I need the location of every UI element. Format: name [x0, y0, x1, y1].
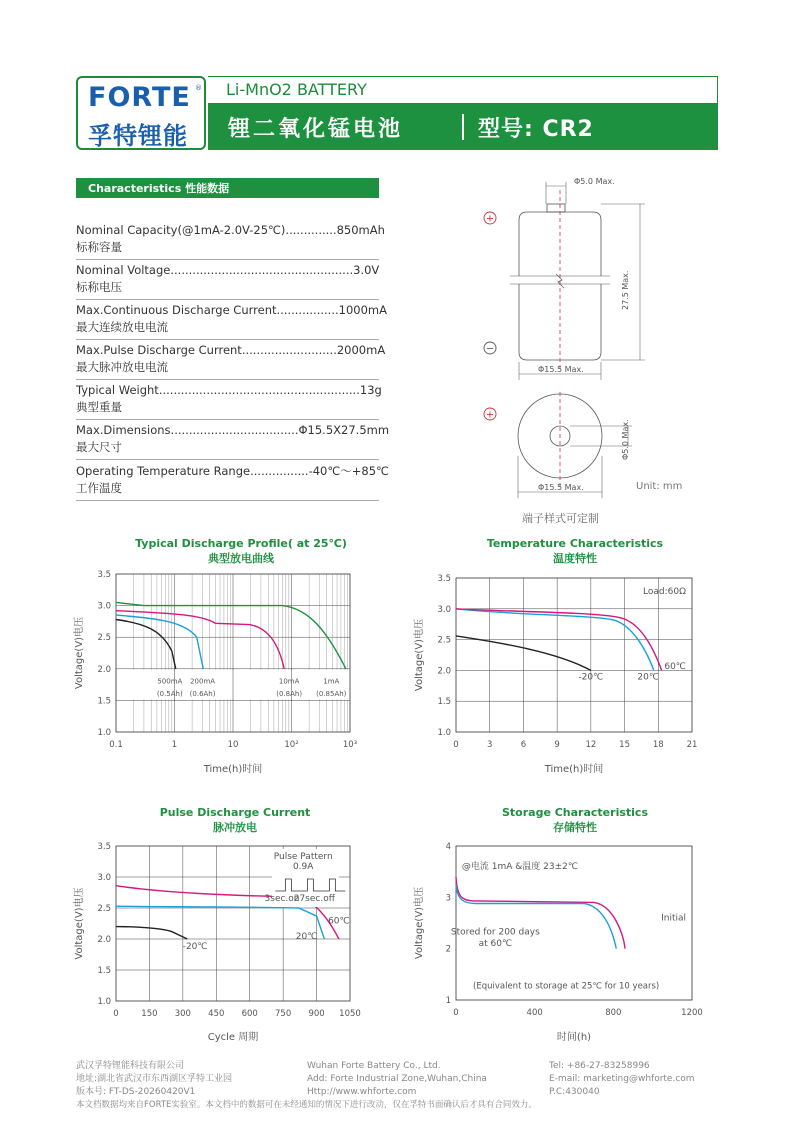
characteristic-row: [76, 382, 382, 420]
footer-contact: [549, 1060, 695, 1099]
discharge-chart: [70, 566, 370, 781]
discharge-annotation-current: 200mA: [190, 677, 216, 686]
x-tick-label: 900: [308, 1009, 325, 1019]
y-tick-label: 3: [445, 893, 451, 904]
characteristic-row: [76, 342, 386, 380]
x-tick-label: 750: [275, 1009, 292, 1019]
x-tick-label: 800: [605, 1008, 622, 1018]
plus-sign: +: [485, 409, 495, 421]
header-title-bar: [208, 104, 718, 150]
y-axis-label: Voltage(V)电压: [74, 887, 85, 960]
x-axis-label: 时间(h): [556, 1032, 592, 1043]
x-tick-label: 6: [520, 740, 527, 750]
characteristic-row: [76, 302, 387, 340]
series-line: [116, 611, 284, 669]
y-tick-label: 2.0: [97, 664, 111, 675]
series-line: [116, 620, 176, 669]
y-tick-label: 3.5: [437, 574, 451, 584]
discharge-title-cn: 典型放电曲线: [208, 552, 274, 565]
x-tick-label: 600: [241, 1009, 258, 1019]
plus-sign: +: [485, 213, 495, 225]
series-line: [116, 927, 187, 939]
footer-address-cn: 地址:湖北省武汉市东西湖区孚特工业园: [76, 1074, 233, 1084]
footer-company-name-cn: 武汉孚特锂能科技有限公司: [76, 1061, 185, 1071]
product-title-cn: 锂二氧化锰电池: [228, 117, 404, 142]
characteristic-label-en: Nominal Voltage..................................................3.0V: [76, 263, 380, 277]
storage-stored-label-2: at 60℃: [478, 939, 513, 950]
y-tick-label: 2.5: [97, 633, 111, 644]
characteristic-row: [76, 222, 385, 260]
y-tick-label: 3.0: [437, 604, 451, 615]
pulse-label-minus20: -20℃: [182, 942, 208, 952]
header-subtitle-box: [208, 76, 718, 104]
pulse-pattern-title: Pulse Pattern: [273, 852, 333, 862]
discharge-annotation-capacity: (0.85Ah): [316, 690, 347, 699]
x-axis-label: Time(h)时间: [203, 764, 263, 775]
storage-title-en: Storage Characteristics: [501, 806, 648, 819]
discharge-annotation-current: 10mA: [278, 677, 300, 686]
temperature-title-cn: 温度特性: [553, 552, 597, 565]
discharge-annotation-current: 500mA: [157, 677, 183, 686]
characteristic-label-cn: 典型重量: [76, 400, 122, 414]
y-tick-label: 4: [445, 842, 451, 852]
logo-text-en: FORTE: [88, 82, 191, 113]
x-tick-label: 400: [526, 1008, 543, 1018]
y-tick-label: 2: [445, 944, 451, 955]
x-tick-label: 12: [585, 740, 597, 750]
discharge-chart-title: [76, 537, 406, 566]
characteristic-label-cn: 标称电压: [76, 280, 122, 294]
discharge-annotation-capacity: (0.8Ah): [276, 690, 303, 699]
x-tick-label: 10³: [342, 740, 358, 750]
x-tick-label: 9: [554, 740, 560, 750]
registered-mark: ®: [195, 84, 202, 92]
product-model: 型号: CR2: [478, 117, 594, 142]
terminal-diameter-label: Φ5.0 Max.: [621, 419, 630, 460]
pulse-on-label: 3sec.on: [264, 894, 300, 904]
discharge-annotation-capacity: (0.5Ah): [156, 690, 183, 699]
y-tick-label: 1.0: [437, 728, 451, 738]
characteristic-label-cn: 工作温度: [76, 481, 122, 495]
pulse-title-en: Pulse Discharge Current: [159, 806, 311, 819]
storage-initial-label: Initial: [661, 913, 686, 924]
temperature-chart-title: [445, 537, 705, 566]
x-tick-label: 0.1: [109, 740, 123, 750]
temperature-chart: [410, 566, 710, 781]
end-diameter-label: Φ15.5 Max.: [538, 483, 584, 492]
y-tick-label: 1.0: [97, 997, 111, 1007]
x-tick-label: 18: [652, 740, 664, 750]
storage-stored-label: Stored for 200 days: [450, 927, 540, 938]
pulse-pattern-current: 0.9A: [292, 862, 314, 872]
x-tick-label: 1200: [681, 1008, 703, 1018]
title-separator: [462, 114, 464, 140]
storage-title-cn: 存储特性: [553, 821, 597, 834]
storage-equivalent-note: (Equivalent to storage at 25℃ for 10 years): [473, 981, 660, 992]
footer-phone: Tel: +86-27-83258996: [549, 1061, 650, 1071]
height-label: 27.5 Max.: [621, 270, 630, 310]
temp-label-60: 60℃: [664, 662, 686, 673]
plot-area: [456, 578, 692, 732]
x-axis-label: Time(h)时间: [544, 764, 604, 775]
pulse-chart: [70, 836, 370, 1046]
storage-chart-title: [445, 806, 705, 835]
footer-postcode: P.C:430040: [549, 1087, 600, 1097]
footer-company-en: [307, 1060, 487, 1099]
y-tick-label: 2.0: [97, 935, 111, 945]
unit-label: Unit: mm: [636, 481, 683, 492]
characteristic-row: [76, 262, 379, 300]
y-tick-label: 3.5: [97, 842, 111, 852]
y-axis-label: Voltage(V)电压: [74, 616, 85, 690]
x-tick-label: 10²: [284, 740, 299, 750]
x-tick-label: 300: [174, 1009, 191, 1019]
characteristic-label-cn: 最大连续放电电流: [76, 320, 168, 334]
characteristic-row: [76, 463, 389, 501]
battery-dimension-drawing: [470, 170, 710, 530]
x-tick-label: 0: [453, 1008, 459, 1018]
discharge-annotation-current: 1mA: [323, 677, 340, 686]
footer-version: 版本号: FT-DS-20260420V1: [76, 1087, 196, 1097]
top-diameter-label: Φ5.0 Max.: [574, 177, 615, 186]
y-tick-label: 2.0: [437, 666, 451, 677]
temperature-title-en: Temperature Characteristics: [486, 537, 664, 550]
characteristics-title: Characteristics 性能数据: [88, 182, 230, 195]
y-tick-label: 3.5: [97, 570, 111, 580]
x-tick-label: 21: [686, 740, 698, 750]
characteristic-label-en: Operating Temperature Range................-40℃～+85℃: [76, 464, 389, 478]
characteristics-header: [76, 178, 379, 198]
characteristic-label-en: Max.Dimensions...................................Φ15.5X27.5mm: [76, 423, 390, 437]
product-type: Li-MnO2 BATTERY: [226, 80, 367, 99]
y-tick-label: 1.5: [97, 966, 111, 976]
load-label: Load:60Ω: [643, 587, 686, 597]
x-tick-label: 1: [171, 740, 178, 750]
y-tick-label: 1: [445, 996, 451, 1006]
pulse-title-cn: 脉冲放电: [213, 821, 257, 834]
characteristic-label-en: Max.Pulse Discharge Current..........................2000mA: [76, 343, 386, 357]
pulse-label-60: 60℃: [328, 916, 350, 927]
logo-text-cn: 孚特锂能: [88, 122, 188, 150]
y-tick-label: 2.5: [437, 635, 451, 646]
x-tick-label: 10: [227, 740, 239, 750]
minus-sign: −: [485, 343, 495, 355]
storage-condition: @电流 1mA &温度 23±2℃: [461, 862, 578, 872]
x-tick-label: 0: [453, 740, 459, 750]
y-axis-label: Voltage(V)电压: [414, 618, 425, 692]
y-tick-label: 3.0: [97, 601, 111, 612]
characteristic-label-en: Typical Weight.......................................................13g: [76, 383, 382, 397]
y-tick-label: 2.5: [97, 904, 111, 914]
x-tick-label: 450: [208, 1009, 225, 1019]
x-tick-label: 3: [487, 740, 493, 750]
footer-website[interactable]: Http://www.whforte.com: [307, 1087, 417, 1097]
footer-disclaimer: 本文档数据均来自FORTE实验室。本文档中的数据可在未经通知的情况下进行改动，仅在孚特书面确认后才具有合同效力。: [76, 1100, 537, 1110]
x-axis-label: Cycle 周期: [207, 1032, 259, 1043]
y-tick-label: 1.5: [97, 696, 111, 707]
temp-label-minus20: -20℃: [578, 672, 604, 683]
characteristic-label-cn: 标称容量: [76, 240, 122, 254]
characteristic-label-cn: 最大尺寸: [76, 440, 122, 454]
pulse-chart-title: [76, 806, 394, 835]
storage-chart: [410, 836, 710, 1046]
discharge-title-en: Typical Discharge Profile( at 25℃): [135, 537, 347, 550]
y-tick-label: 1.0: [97, 728, 111, 738]
discharge-annotation-capacity: (0.6Ah): [189, 690, 216, 699]
x-tick-label: 1050: [339, 1009, 361, 1019]
temp-label-20: 20℃: [637, 672, 659, 683]
characteristic-label-cn: 最大脉冲放电电流: [76, 360, 168, 374]
series-line: [116, 615, 203, 669]
characteristic-label-en: Nominal Capacity(@1mA-2.0V-25℃)..............850mAh: [76, 223, 385, 237]
footer-company-cn: [76, 1060, 232, 1099]
footer-address-en: Add: Forte Industrial Zone,Wuhan,China: [307, 1074, 487, 1084]
characteristic-row: [76, 422, 390, 460]
series-line: [116, 906, 324, 939]
y-tick-label: 1.5: [437, 697, 451, 708]
characteristic-label-en: Max.Continuous Discharge Current.................1000mA: [76, 303, 387, 317]
footer-company-name-en: Wuhan Forte Battery Co., Ltd.: [307, 1061, 441, 1071]
pulse-label-20: 20℃: [295, 931, 318, 942]
footer-email[interactable]: E-mail: marketing@whforte.com: [549, 1074, 695, 1084]
x-tick-label: 150: [141, 1009, 158, 1019]
pulse-off-label: 27sec.off: [293, 894, 335, 904]
x-tick-label: 0: [113, 1009, 119, 1019]
y-axis-label: Voltage(V)电压: [414, 886, 425, 960]
terminal-custom-note: 端子样式可定制: [522, 512, 599, 525]
x-tick-label: 15: [619, 740, 630, 750]
body-diameter-label: Φ15.5 Max.: [538, 365, 584, 374]
company-logo: [76, 76, 206, 150]
positive-terminal: [547, 204, 565, 212]
y-tick-label: 3.0: [97, 873, 111, 883]
